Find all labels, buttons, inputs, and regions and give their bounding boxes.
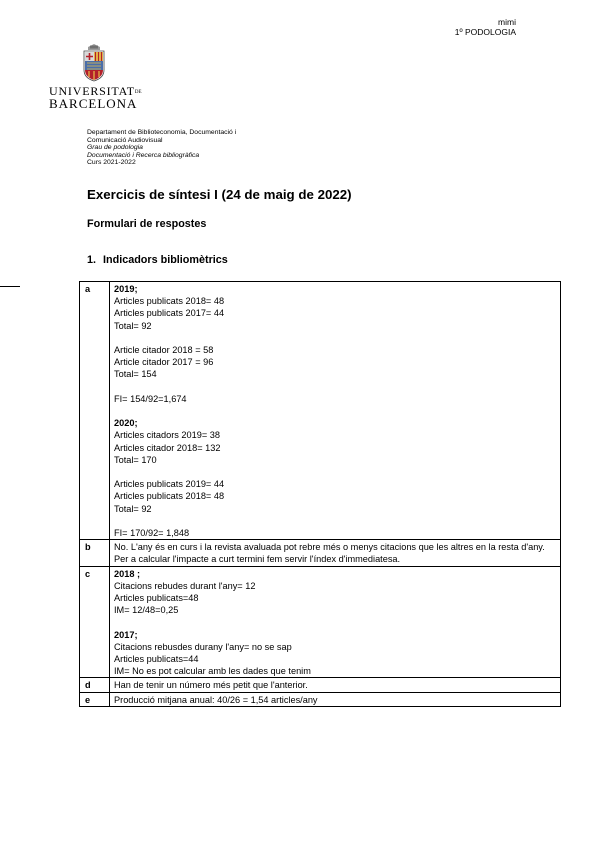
course-label: 1º PODOLOGIA [454, 27, 516, 37]
answer-row-e [80, 692, 561, 706]
answers-table [79, 281, 561, 707]
answer-row-d [80, 678, 561, 692]
student-name: mimi [498, 17, 516, 27]
answer-row-c [80, 566, 561, 678]
answer-cell: 2019; Articles publicats 2018= 48 Articles publicats 2017= 44 Total= 92 Article citador 2018 = 58 Article citador 2017 = 96 Total= 154 FI= 154/92=1,674 2020; Articles citadors 2019= 38 Articles citador 2018= 132 Total= 170 Articles publicats 2019= 44 Articles publicats 2018= 48 Total= 92 FI= 170/92= 1,848 [110, 282, 561, 540]
answer-label: d [80, 678, 110, 692]
answer-label: e [80, 692, 110, 706]
answer-cell: Producció mitjana anual: 40/26 = 1,54 articles/any [110, 692, 561, 706]
answer-label: c [80, 566, 110, 678]
section-heading: 1. Indicadors bibliomètrics [87, 254, 228, 266]
answer-cell: 2018 ; Citacions rebudes durant l'any= 12 Articles publicats=48 IM= 12/48=0,25 2017; Citacions rebusdes durany l'any= no se sap Articles publicats=44 IM= No es pot calcular amb les dades que tenim [110, 566, 561, 678]
answer-row-a [80, 282, 561, 540]
answer-label: b [80, 540, 110, 566]
page-subtitle: Formulari de respostes [87, 218, 207, 230]
answer-row-b [80, 540, 561, 566]
page-header-right [455, 17, 516, 37]
logo-line2: BARCELONA [49, 96, 138, 111]
page-title: Exercicis de síntesi I (24 de maig de 2022) [87, 187, 352, 202]
answer-cell: Han de tenir un número més petit que l'anterior. [110, 678, 561, 692]
margin-mark [0, 286, 20, 287]
department-info: Departament de Biblioteconomia, Documentació i Comunicació Audiovisual Grau de podologia Documentació i Recerca bibliogràfica Curs 2021-2022 [87, 129, 237, 167]
answer-cell: No. L'any és en curs i la revista avaluada pot rebre més o menys citacions que les altres en la resta d'any. Per a calcular l'impacte a curt termini fem servir l'índex d'immediatesa. [110, 540, 561, 566]
logo-line1: UNIVERSITATDE [49, 84, 142, 98]
crest-icon [82, 44, 106, 82]
answer-label: a [80, 282, 110, 540]
